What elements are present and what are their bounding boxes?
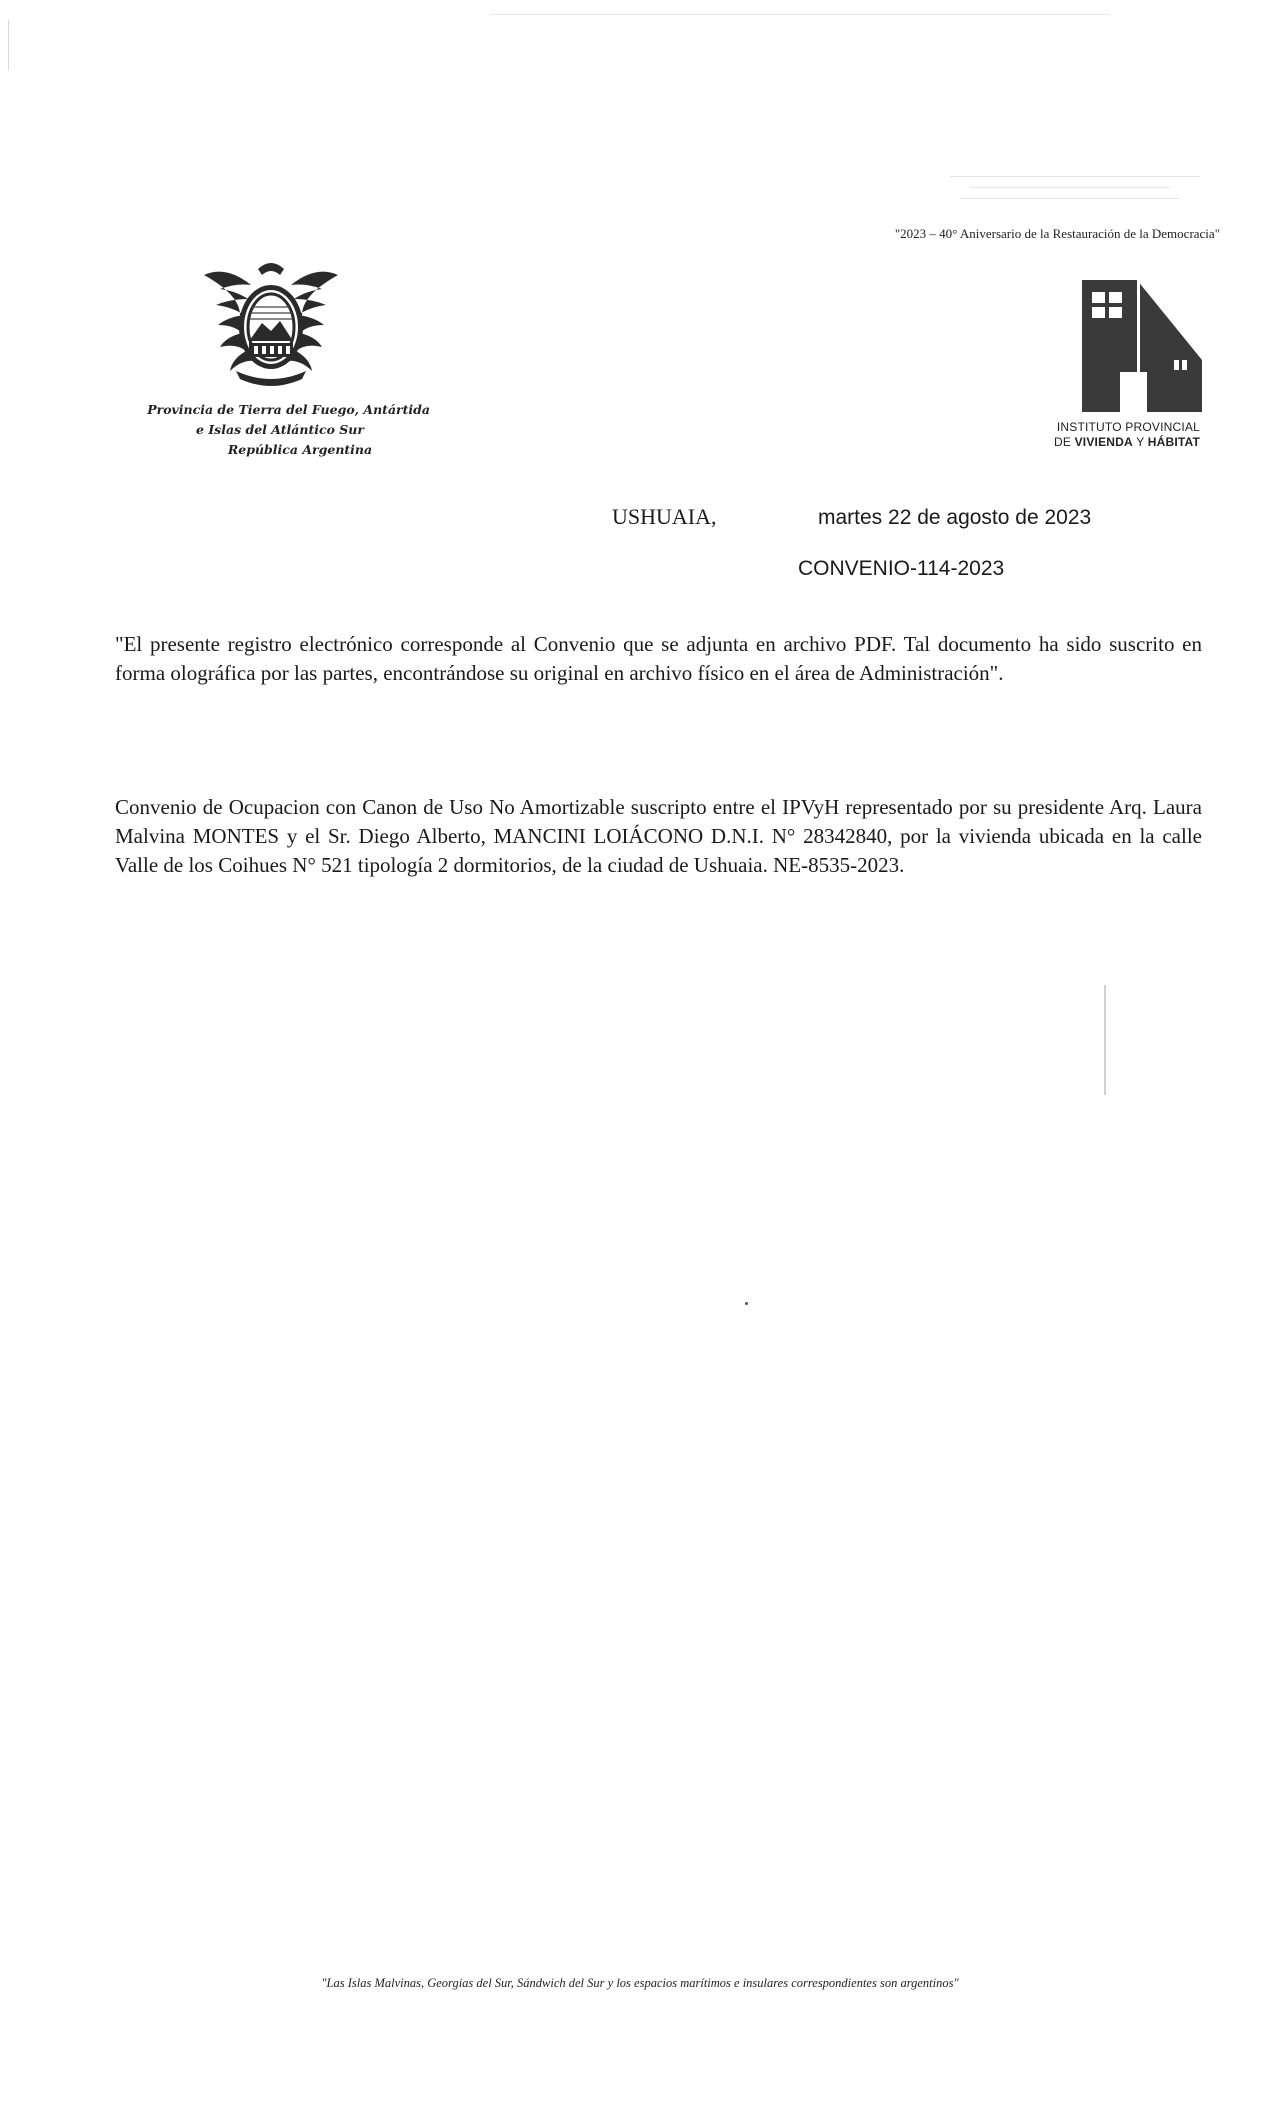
institute-line-2-habitat: HÁBITAT xyxy=(1147,435,1200,449)
document-number: CONVENIO-114-2023 xyxy=(798,557,1005,580)
scan-dot-mark xyxy=(745,1302,748,1305)
institute-name xyxy=(1040,420,1200,450)
institute-line-2-prefix: DE xyxy=(1053,435,1075,449)
document-date: martes 22 de agosto de 2023 xyxy=(818,506,1092,529)
bleed-through-stamp xyxy=(930,168,1200,228)
provincial-coat-of-arms xyxy=(196,255,346,405)
paragraph-electronic-record: "El presente registro electrónico corresponde al Convenio que se adjunta en archivo PDF. Tal documento ha sido suscrito en forma olográfica por las partes, encontrándose su original en archivo físico en el área de Administración". xyxy=(115,632,1202,685)
province-name xyxy=(110,400,440,460)
paragraph-agreement-description: Convenio de Ocupacion con Canon de Uso No Amortizable suscripto entre el IPVyH representado por su presidente Arq. Laura Malvina MONTES y el Sr. Diego Alberto, MANCINI LOIÁCONO D.N.I. N° 28342840, por la vivienda ubicada en la calle Valle de los Coihues N° 521 tipología 2 dormitorios, de la ciudad de Ushuaia. NE-8535-2023. xyxy=(115,795,1202,877)
scan-edge-mark xyxy=(8,20,9,70)
building-house-icon xyxy=(1082,280,1202,412)
province-line-2: e Islas del Atlántico Sur xyxy=(196,422,364,437)
institute-line-2-vivienda: VIVIENDA xyxy=(1074,435,1133,449)
header-motto: "2023 – 40° Aniversario de la Restauración de la Democracia" xyxy=(894,226,1220,241)
province-line-1: Provincia de Tierra del Fuego, Antártida xyxy=(147,402,430,417)
institute-line-2-suffix: Y xyxy=(1132,435,1148,449)
scan-margin-mark xyxy=(1104,985,1106,1095)
bleed-through-rule xyxy=(490,14,1110,15)
footer-motto: "Las Islas Malvinas, Georgias del Sur, Sándwich del Sur y los espacios marítimos e insulares correspondientes son argentinos" xyxy=(321,1976,959,1990)
province-line-3: República Argentina xyxy=(227,442,373,457)
institute-line-2 xyxy=(1040,435,1200,450)
institute-line-1: INSTITUTO PROVINCIAL xyxy=(1056,420,1200,434)
document-city: USHUAIA, xyxy=(612,504,717,529)
